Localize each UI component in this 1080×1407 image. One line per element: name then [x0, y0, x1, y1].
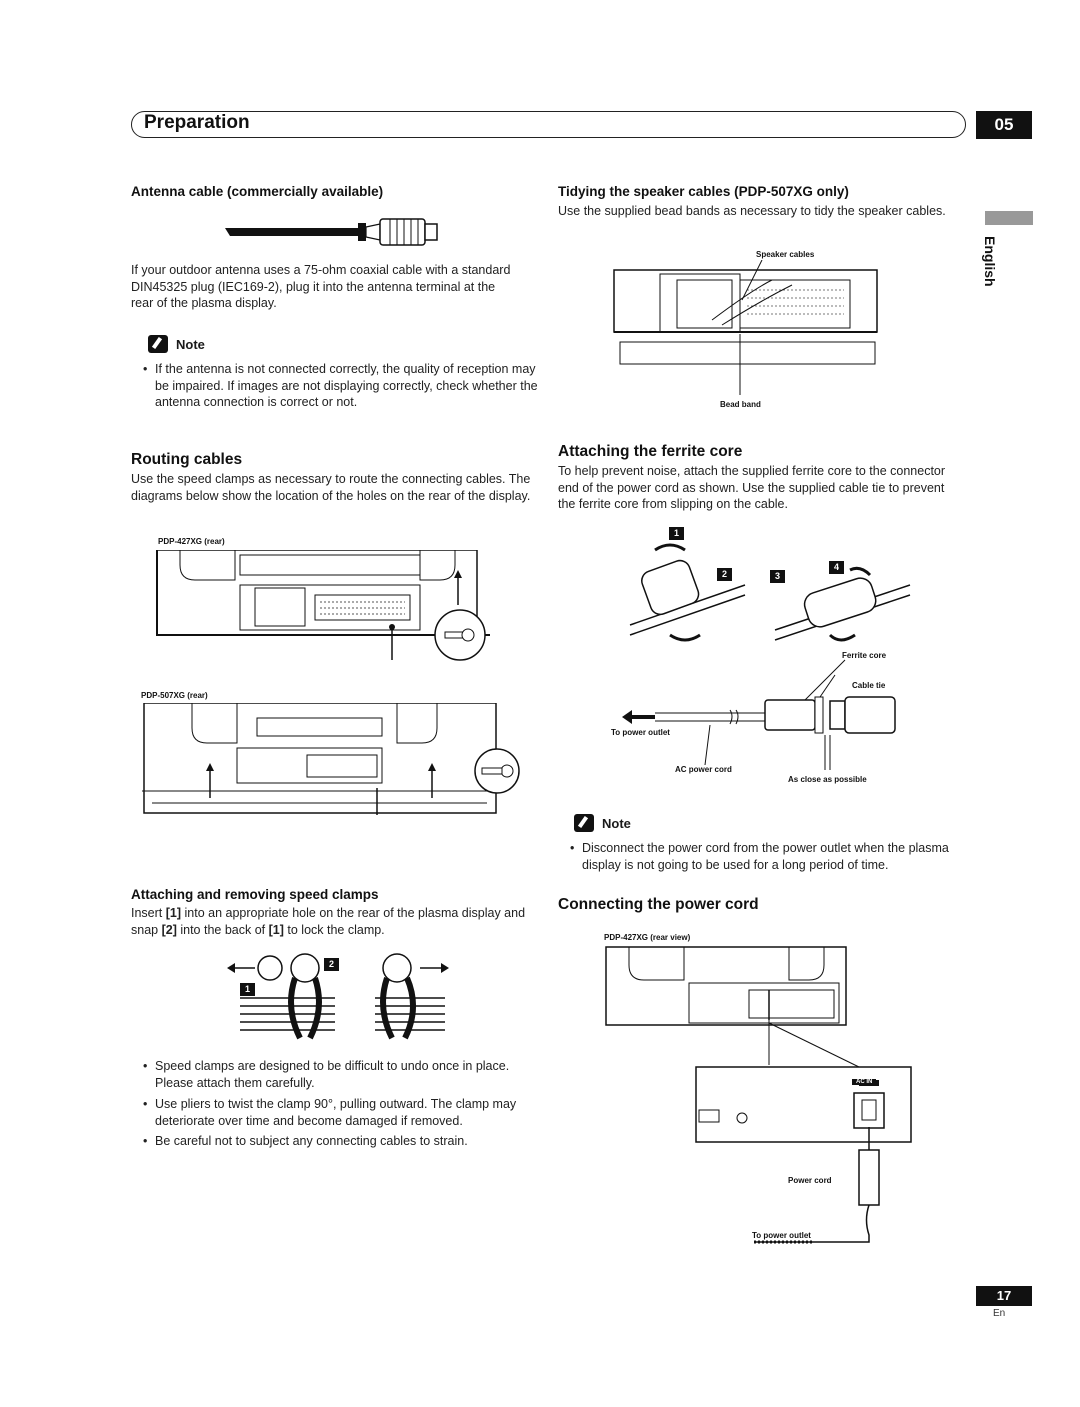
clamps-body-text-1: Insert: [131, 906, 163, 920]
chapter-number: 05: [976, 111, 1032, 139]
clamps-body-text-2: into an appropriate hole on the rear of the plasma display and snap: [131, 906, 526, 937]
chapter-title: Preparation: [144, 112, 250, 133]
speed-clamp-diagram: [225, 948, 455, 1043]
fig-label-427-rear: PDP-427XG (rear): [158, 537, 225, 546]
clamps-ref-1: [1]: [165, 906, 182, 920]
clamp-step-2-marker: 2: [324, 958, 339, 971]
chapter-header-bar: [131, 111, 966, 138]
routing-heading: Routing cables: [131, 451, 243, 468]
power-heading: Connecting the power cord: [558, 896, 759, 913]
label-bead-band: Bead band: [720, 400, 761, 409]
clamp-step-1-marker: 1: [240, 983, 255, 996]
page-number: 17: [976, 1286, 1032, 1306]
ferrite-step-3-marker: 3: [770, 570, 785, 583]
clamps-body-text-3: into the back of: [180, 922, 266, 937]
label-as-close-as-possible: As close as possible: [788, 775, 867, 784]
ferrite-note-bullet: • Disconnect the power cord from the power outlet when the plasma display is not going to be used for a long period of time.: [560, 840, 970, 873]
ferrite-heading: Attaching the ferrite core: [558, 443, 743, 460]
ferrite-note-header: [574, 814, 631, 832]
clamps-ref-3: [1]: [268, 922, 284, 937]
ferrite-step-1-marker: 1: [669, 527, 684, 540]
label-ferrite-core: Ferrite core: [842, 651, 887, 660]
power-cord-diagram: [604, 945, 924, 1245]
note-label: Note: [602, 815, 631, 831]
language-tab-marker: [985, 211, 1033, 225]
fig-label-507-rear: PDP-507XG (rear): [141, 691, 208, 700]
page-language: En: [993, 1308, 1006, 1319]
label-speaker-cables: Speaker cables: [756, 250, 815, 259]
ferrite-step-4-marker: 4: [829, 561, 844, 574]
label-cable-tie: Cable tie: [852, 681, 886, 690]
label-to-power-outlet: To power outlet: [611, 728, 670, 737]
ferrite-body: To help prevent noise, attach the supplied ferrite core to the connector end of the power cord as shown. Use the supplied cable tie to prevent the ferrite core from slipping on the cable.: [558, 464, 946, 511]
clamps-bullet-1: • Speed clamps are designed to be difficult to undo once in place. Please attach them carefully.: [133, 1058, 543, 1091]
clamps-ref-2: [2]: [161, 922, 177, 937]
antenna-note-bullet: • If the antenna is not connected correctly, the quality of reception may be impaired. If images are not displaying correctly, check whether the antenna connection is correct or not.: [133, 361, 543, 411]
note-label: Note: [176, 336, 205, 352]
language-label: English: [982, 236, 998, 287]
antenna-heading: Antenna cable (commercially available): [131, 184, 384, 199]
rear-507-diagram: [142, 703, 522, 818]
label-power-outlet: To power outlet: [752, 1231, 811, 1240]
label-ac-power-cord: AC power cord: [675, 765, 732, 774]
clamps-bullet-2: • Use pliers to twist the clamp 90°, pulling outward. The clamp may deteriorate over time and become damaged if removed.: [133, 1096, 543, 1129]
note-icon: [574, 814, 594, 832]
rear-427-diagram: [155, 550, 490, 685]
fig-label-427-rear-view: PDP-427XG (rear view): [604, 933, 691, 942]
routing-body: Use the speed clamps as necessary to route the connecting cables. The diagrams below show the location of the holes on the rear of the display.: [131, 472, 531, 503]
clamps-body-text-4: to lock the clamp.: [287, 922, 385, 937]
label-power-cord: Power cord: [788, 1176, 832, 1185]
label-ac-in: AC IN: [852, 1079, 876, 1085]
antenna-note-header: [148, 335, 205, 353]
speaker-heading: Tidying the speaker cables (PDP-507XG only): [558, 184, 849, 199]
ferrite-step-2-marker: 2: [717, 568, 732, 581]
note-icon: [148, 335, 168, 353]
ferrite-steps-diagram: [625, 530, 915, 660]
speaker-body: Use the supplied bead bands as necessary to tidy the speaker cables.: [558, 204, 946, 218]
ferrite-placement-diagram: [620, 655, 920, 775]
antenna-body: If your outdoor antenna uses a 75-ohm coaxial cable with a standard DIN45325 plug (IEC169-2), plug it into the antenna terminal at the rear of the plasma display.: [131, 263, 511, 310]
antenna-cable-figure: [225, 214, 445, 250]
clamps-heading: Attaching and removing speed clamps: [131, 887, 379, 902]
clamps-bullet-3: • Be careful not to subject any connecting cables to strain.: [133, 1133, 543, 1150]
clamps-body: [131, 905, 541, 938]
speaker-cables-diagram: [612, 260, 882, 400]
